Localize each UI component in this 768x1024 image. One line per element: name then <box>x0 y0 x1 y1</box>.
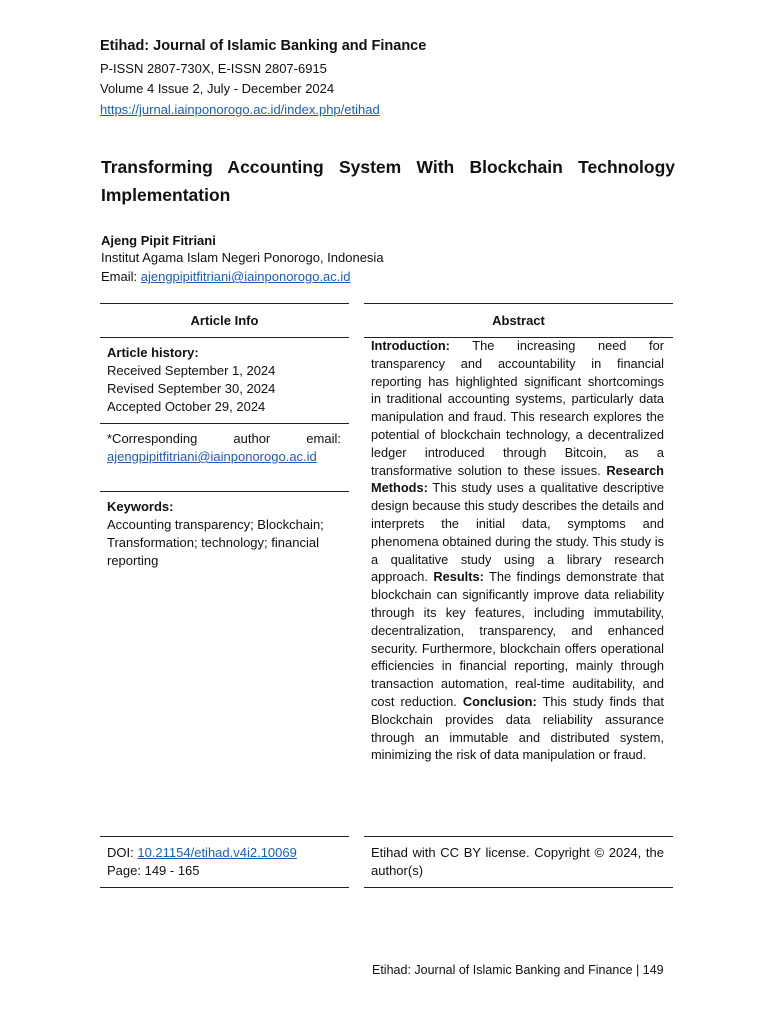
article-title: Transforming Accounting System With Blockchain Technology Implementation <box>101 157 675 205</box>
email-label: Email: <box>101 269 141 284</box>
corresponding-email-link[interactable]: ajengpipitfitriani@iainponorogo.ac.id <box>107 449 317 464</box>
divider <box>100 887 349 888</box>
issn: P-ISSN 2807-730X, E-ISSN 2807-6915 <box>100 61 327 76</box>
divider <box>100 337 349 338</box>
intro-text: The increasing need for transparency and accountability in financial reporting has highlighted significant shortcomings in traditional accounting systems, particularly data manipulation and fraud. This research explores the potential of blockchain technology, a decentralized ledger introduced through Bitcoin, as a transformative solution to these issues. <box>371 338 664 478</box>
journal-name: Etihad: Journal of Islamic Banking and Finance <box>100 38 427 54</box>
divider <box>364 303 673 304</box>
revised-date: Revised September 30, 2024 <box>107 381 276 396</box>
doi-link[interactable]: 10.21154/etihad.v4i2.10069 <box>137 845 297 860</box>
divider <box>100 303 349 304</box>
author-email-line <box>101 269 351 284</box>
divider <box>100 836 349 837</box>
abstract-heading: Abstract <box>492 313 545 328</box>
corresponding-label: *Corresponding author email: <box>107 431 341 446</box>
divider <box>100 423 349 424</box>
accepted-date: Accepted October 29, 2024 <box>107 399 266 414</box>
article-info-heading: Article Info <box>190 313 259 328</box>
conclusion-label: Conclusion: <box>462 693 537 709</box>
divider <box>364 887 673 888</box>
methods-label: Research Methods: <box>371 462 664 496</box>
author-affiliation: Institut Agama Islam Negeri Ponorogo, Indonesia <box>101 250 384 265</box>
volume-issue: Volume 4 Issue 2, July - December 2024 <box>100 81 335 96</box>
results-text: The findings demonstrate that blockchain can significantly improve data reliability through its key features, including immutability, decentralization, transparency, and enhanced security. Furthermore, blockchain offers operational efficiencies in financial reporting, mainly through transaction automation, real-time auditability, and cost reduction. <box>371 569 664 709</box>
divider <box>100 491 349 492</box>
doi-label: DOI: <box>107 845 138 860</box>
received-date: Received September 1, 2024 <box>107 363 276 378</box>
conclusion-text: This study finds that Blockchain provides data reliability assurance through an immutable and distributed system, minimizing the risk of data manipulation or fraud. <box>371 693 664 763</box>
keywords-label: Keywords: <box>107 499 174 514</box>
page-footer: Etihad: Journal of Islamic Banking and Finance | 149 <box>372 963 664 977</box>
author-name: Ajeng Pipit Fitriani <box>101 233 216 248</box>
doi-line <box>107 844 297 862</box>
page-range: Page: 149 - 165 <box>107 863 200 878</box>
divider <box>364 836 673 837</box>
license-text: Etihad with CC BY license. Copyright © 2024, the author(s) <box>371 845 664 878</box>
keywords-text: Accounting transparency; Blockchain; Transformation; technology; financial reporting <box>107 517 324 568</box>
abstract-body <box>371 337 664 764</box>
intro-label: Introduction: <box>371 338 450 353</box>
article-history-label: Article history: <box>107 345 199 360</box>
results-label: Results: <box>433 569 484 585</box>
author-email-link[interactable]: ajengpipitfitriani@iainponorogo.ac.id <box>140 269 351 284</box>
journal-url-link[interactable]: https://jurnal.iainponorogo.ac.id/index.php/etihad <box>100 102 380 117</box>
methods-text: This study uses a qualitative descriptive design because this study describes the details and interprets the initial data, symptoms and phenomena obtained during the study. This study is a qualitative study using a library research approach. <box>371 480 664 585</box>
